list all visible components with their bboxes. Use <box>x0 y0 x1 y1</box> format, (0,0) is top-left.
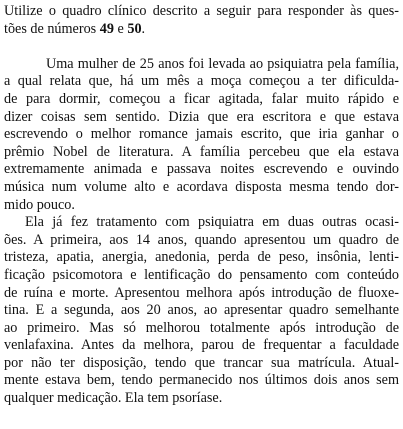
paragraph-line: escrevendo o melhor romance jamais escrito, que iria ganhar o <box>4 126 399 143</box>
instruction-line-1: Utilize o quadro clínico descrito a seguir para responder às ques- <box>4 3 399 19</box>
instruction-text: tões de números <box>4 20 100 37</box>
question-number-49: 49 <box>99 20 114 37</box>
blank-line <box>4 38 399 56</box>
paragraph-line: tristeza, apatia, anergia, anedonia, perda de peso, insônia, lenti- <box>4 249 399 266</box>
paragraph-line: a qual relata que, há um mês a moça começou a ter dificulda- <box>4 73 399 90</box>
paragraph-line: música num volume alto e acordava disposta mesma tendo dor- <box>4 178 399 195</box>
question-number-50: 50 <box>127 20 142 37</box>
paragraph-line: Ela já fez tratamento com psiquiatra em duas outras ocasi- <box>25 214 399 231</box>
paragraph-line: mido pouco. <box>4 196 75 213</box>
paragraph-line: de para dormir, começou a ficar agitada, falar muito rápido e <box>4 90 399 107</box>
instruction-period: . <box>141 20 146 37</box>
instruction-line-2 <box>4 21 399 39</box>
paragraph-line: extremamente animada e passava noites escrevendo e ouvindo <box>4 161 399 178</box>
document-page <box>4 3 399 408</box>
paragraph-line: Uma mulher de 25 anos foi levada ao psiquiatra pela família, <box>46 55 399 72</box>
instruction-conjunction: e <box>113 20 128 37</box>
paragraph-line: ficação psicomotora e lentificação do pensamento com conteúdo <box>4 266 399 283</box>
paragraph-line: de ruína e morte. Apresentou melhora após introdução de fluoxe- <box>4 284 399 301</box>
paragraph-line: mente estava bem, tendo permanecido nos últimos dois anos sem <box>4 372 399 389</box>
paragraph-line: prêmio Nobel de literatura. A família percebeu que ela estava <box>4 143 399 160</box>
paragraph-line: ao primeiro. Mas só melhorou totalmente após introdução de <box>4 319 399 336</box>
paragraph-line: por não ter disposição, tendo que trancar sua matrícula. Atual- <box>4 354 399 371</box>
paragraph-1 <box>4 56 399 214</box>
paragraph-line: dizer coisas sem sentido. Dizia que era escritora e que estava <box>4 108 399 125</box>
paragraph-2 <box>4 214 399 408</box>
paragraph-line: venlafaxina. Antes da melhora, parou de frequentar a faculdade <box>4 337 399 354</box>
paragraph-line: ões. A primeira, aos 14 anos, quando apresentou um quadro de <box>4 231 399 248</box>
paragraph-line: qualquer medicação. Ela tem psoríase. <box>4 390 223 407</box>
paragraph-line: tina. E a segunda, aos 20 anos, ao apresentar quadro semelhante <box>4 302 399 319</box>
